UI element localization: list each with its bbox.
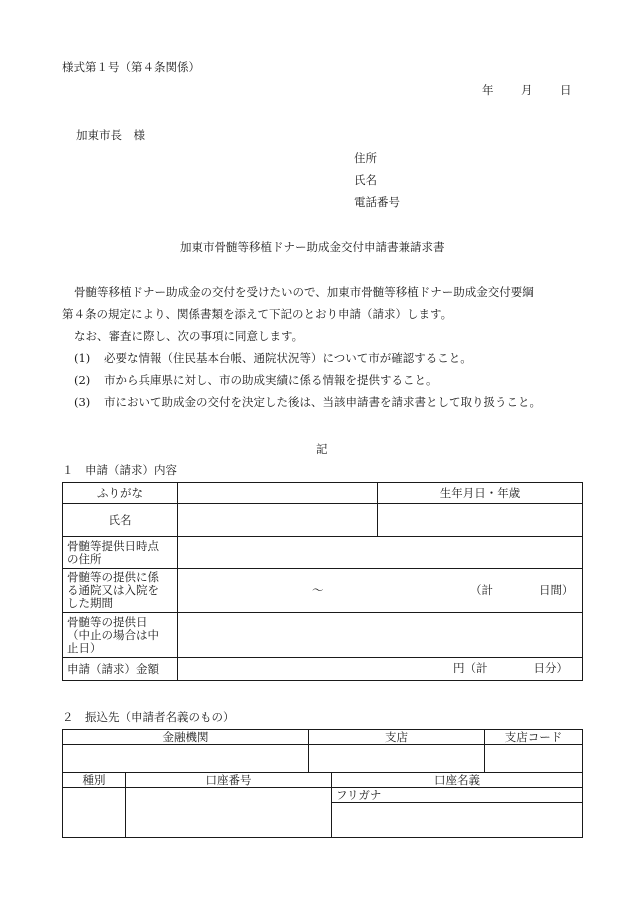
period-field[interactable] (178, 569, 583, 613)
provision-date-label (63, 613, 178, 658)
furigana-label: ふりがな (63, 483, 178, 504)
consent-item-text: 市から兵庫県に対し、市の助成実績に係る情報を提供すること。 (104, 373, 438, 387)
bank-field[interactable] (63, 745, 309, 773)
period-label-line: る通院又は入院を (67, 583, 159, 597)
address-label-line: の住所 (67, 551, 102, 566)
applicant-name-label: 氏名 (354, 173, 377, 187)
consent-item (62, 391, 592, 413)
body-line-1: 骨髄等移植ドナー助成金の交付を受けたいので、加東市骨髄等移植ドナー助成金交付要綱 (74, 285, 534, 299)
period-tilde: ～ (312, 583, 324, 597)
consent-item (62, 347, 592, 369)
period-label (63, 569, 178, 613)
provision-date-label-line: （中止の場合は中 (67, 627, 159, 642)
birthdate-age-label: 生年月日・年歳 (378, 483, 583, 504)
form-number: 様式第１号（第４条関係） (62, 60, 200, 74)
account-type-label: 種別 (63, 773, 126, 788)
bank-table-bottom (62, 772, 583, 838)
document-title: 加東市骨髄等移植ドナー助成金交付申請書兼請求書 (180, 240, 445, 254)
date-day-label: 日 (560, 83, 572, 97)
period-label-line: した期間 (67, 596, 113, 610)
consent-item-number: (2) (74, 373, 91, 387)
consent-item-number: (1) (74, 351, 91, 365)
addressee: 加東市長 様 (76, 128, 145, 142)
application-table (62, 482, 583, 681)
provision-date-label-line: 止日） (67, 640, 102, 655)
body-line-2: 第４条の規定により、関係書類を添えて下記のとおり申請（請求）します。 (62, 307, 453, 321)
account-number-label: 口座番号 (126, 773, 332, 788)
ki-label: 記 (316, 442, 328, 456)
provision-date-label-line: 骨髄等の提供日 (67, 614, 148, 629)
bank-label: 金融機関 (63, 730, 309, 745)
consent-item-text: 市において助成金の交付を決定した後は、当該申請書を請求書として取り扱うこと。 (104, 395, 541, 409)
provision-date-field[interactable] (178, 613, 583, 658)
amount-value: 円（計 日分） (453, 661, 568, 675)
body-line-3: なお、審査に際し、次の事項に同意します。 (74, 329, 304, 343)
name-label: 氏名 (63, 504, 178, 537)
branch-label: 支店 (309, 730, 485, 745)
account-number-field[interactable] (126, 788, 332, 838)
branch-code-label: 支店コード (485, 730, 583, 745)
account-type-field[interactable] (63, 788, 126, 838)
address-field[interactable] (178, 537, 583, 569)
date-year-label: 年 (482, 83, 494, 97)
consent-item-text: 必要な情報（住民基本台帳、通院状況等）について市が確認すること。 (104, 351, 472, 365)
amount-label: 申請（請求）金額 (63, 658, 178, 681)
applicant-address-label: 住所 (354, 151, 377, 165)
account-name-furigana-label: フリガナ (332, 788, 583, 803)
amount-field[interactable] (178, 658, 583, 681)
consent-item-number: (3) (74, 395, 91, 409)
account-name-field[interactable] (332, 803, 583, 838)
applicant-phone-label: 電話番号 (354, 195, 400, 209)
account-name-label: 口座名義 (332, 773, 583, 788)
date-month-label: 月 (521, 83, 533, 97)
address-label (63, 537, 178, 569)
bank-table-top (62, 729, 583, 773)
branch-field[interactable] (309, 745, 485, 773)
period-days-total: （計 日間） (470, 583, 574, 597)
consent-item (62, 369, 592, 391)
name-field[interactable] (178, 504, 378, 537)
body-text (62, 281, 592, 413)
birthdate-age-field[interactable] (378, 504, 583, 537)
period-label-line: 骨髄等の提供に係 (67, 570, 159, 584)
branch-code-field[interactable] (485, 745, 583, 773)
section2-heading: ２ 振込先（申請者名義のもの） (62, 710, 235, 724)
furigana-field[interactable] (178, 483, 378, 504)
address-label-line: 骨髄等提供日時点 (67, 538, 159, 553)
section1-heading: １ 申請（請求）内容 (62, 463, 177, 477)
